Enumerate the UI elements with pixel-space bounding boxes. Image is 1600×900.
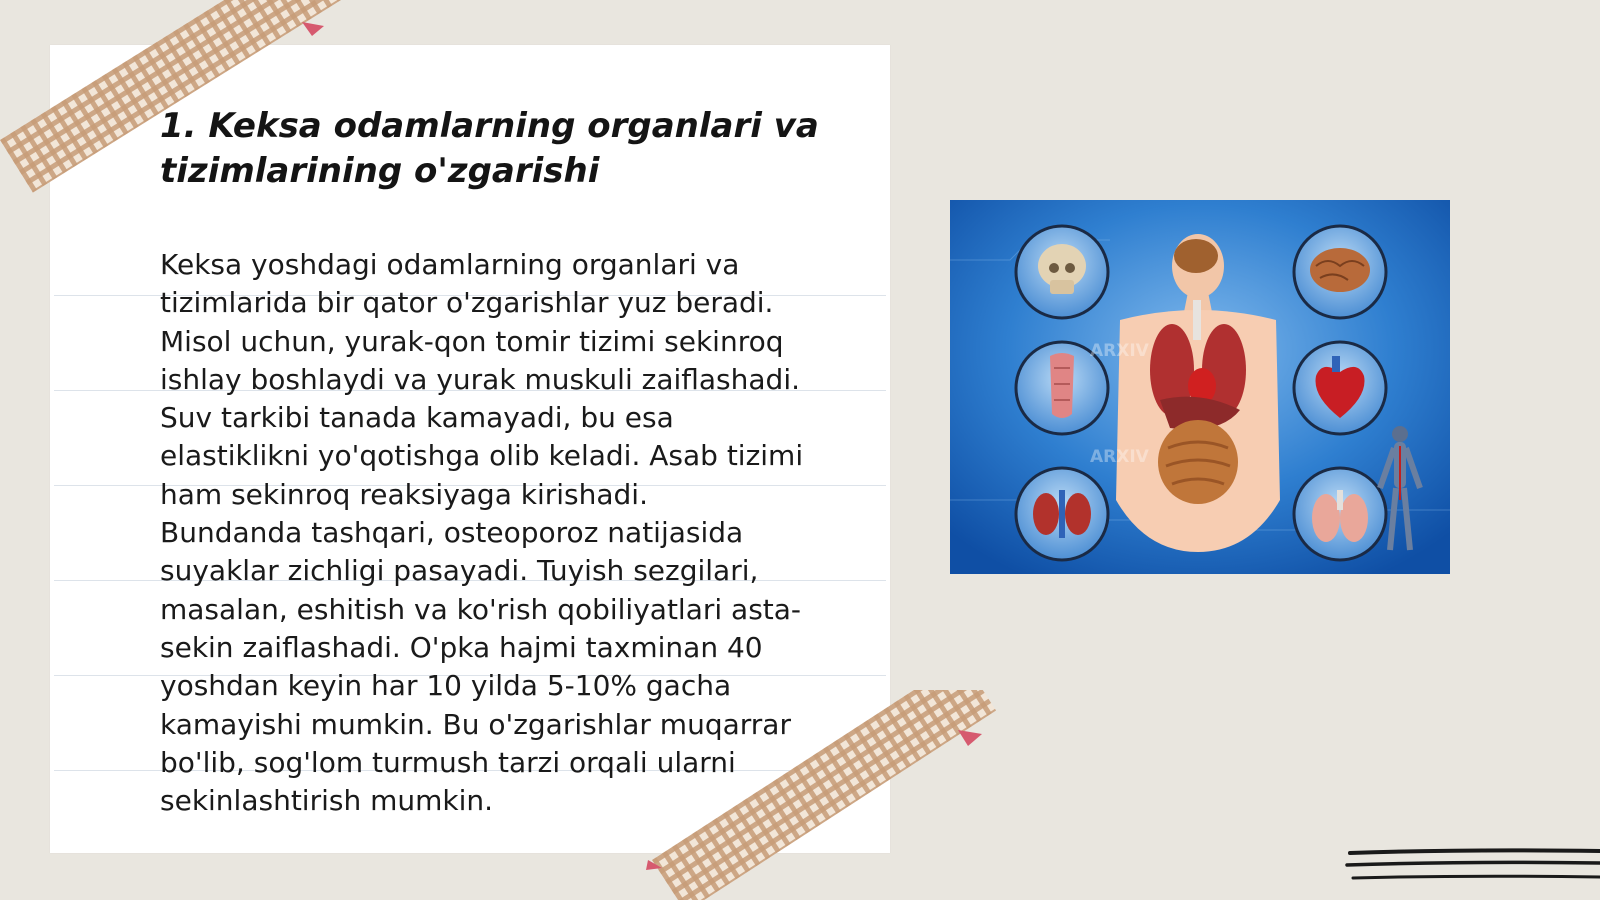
brain-icon bbox=[1294, 226, 1386, 318]
watermark-text: ARXIV bbox=[1090, 447, 1149, 467]
title-line: 1. Keksa odamlarning organlari va bbox=[160, 106, 819, 146]
body-line: masalan, eshitish va ko'rish qobiliyatlari asta- bbox=[160, 592, 802, 626]
decorative-lines bbox=[1345, 845, 1600, 895]
organs-illustration bbox=[950, 200, 1450, 574]
body-line: Suv tarkibi tanada kamayadi, bu esa bbox=[160, 401, 674, 435]
body-line: tizimlarida bir qator o'zgarishlar yuz beradi. bbox=[160, 286, 774, 320]
kidneys-icon bbox=[1016, 468, 1108, 560]
title-line: tizimlarining o'zgarishi bbox=[160, 151, 600, 191]
heart-icon bbox=[1294, 342, 1386, 434]
body-line: Keksa yoshdagi odamlarning organlari va bbox=[160, 248, 740, 281]
body-line: yoshdan keyin har 10 yilda 5-10% gacha bbox=[160, 669, 732, 703]
slide-title bbox=[160, 104, 860, 194]
body-line: elastiklikni yo'qotishga olib keladi. Asab tizimi bbox=[160, 439, 804, 473]
body-line: kamayishi mumkin. Bu o'zgarishlar muqarrar bbox=[160, 707, 791, 741]
body-line: ishlay boshlaydi va yurak muskuli zaiflashadi. bbox=[160, 362, 800, 396]
body-line: sekin zaiflashadi. O'pka hajmi taxminan 40 bbox=[160, 630, 763, 664]
washi-tape-bottom bbox=[640, 690, 1000, 900]
body-line: Misol uchun, yurak-qon tomir tizimi sekinroq bbox=[160, 324, 784, 358]
watermark-text: ARXIV bbox=[1090, 341, 1149, 361]
body-line: sekinlashtirish mumkin. bbox=[160, 784, 494, 818]
body-line: ham sekinroq reaksiyaga kirishadi. bbox=[160, 477, 648, 511]
body-line: Bundanda tashqari, osteoporoz natijasida bbox=[160, 516, 744, 550]
body-line: suyaklar zichligi pasayadi. Tuyish sezgilari, bbox=[160, 554, 759, 588]
lungs-icon bbox=[1294, 468, 1386, 560]
skull-icon bbox=[1016, 226, 1108, 318]
body-line: bo'lib, sog'lom turmush tarzi orqali ularni bbox=[160, 745, 736, 779]
